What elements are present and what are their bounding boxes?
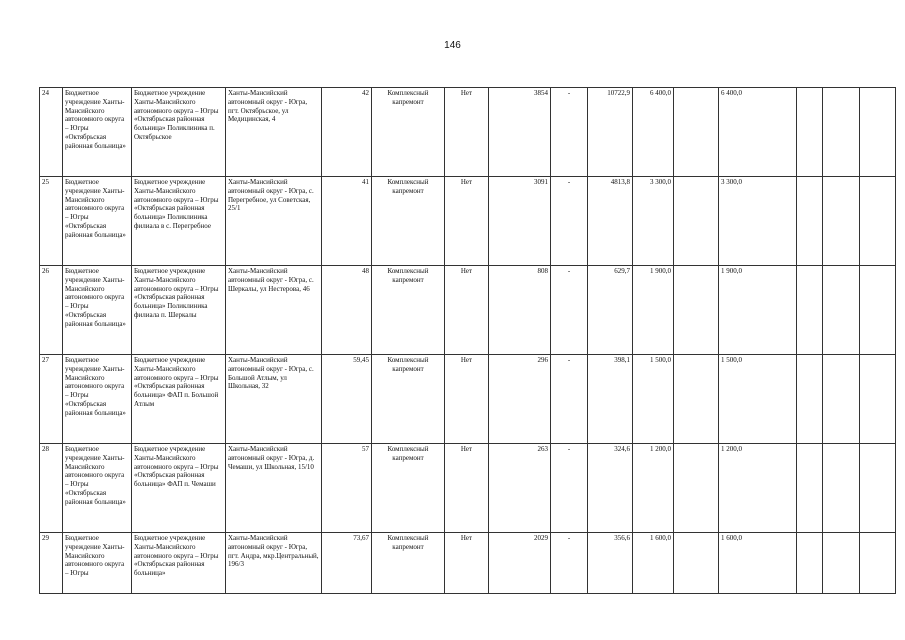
object-name-text: Бюджетное учреждение Ханты-Мансийского автономного округа – Югры «Октябрьская районная больница» Поликлиника филиала п. Шеркалы — [134, 267, 219, 319]
dash-cell-text: - — [567, 89, 571, 97]
heritage-flag-text: Нет — [460, 356, 473, 364]
estimated-cost-text: 356,6 — [614, 534, 630, 542]
object-address-text: Ханты-Мансийский автономный округ - Югра, с. Большой Атлым, ул Школьная, 32 — [228, 356, 314, 391]
empty-cell — [823, 88, 860, 177]
funding-year-total — [719, 177, 797, 266]
dash-cell — [551, 266, 588, 355]
heritage-flag-text: Нет — [460, 445, 473, 453]
funding-total-text: 3 300,0 — [650, 178, 671, 186]
object-name — [132, 88, 226, 177]
object-name — [132, 444, 226, 533]
funding-year-total — [719, 444, 797, 533]
heritage-flag — [445, 88, 489, 177]
institution-name — [63, 266, 132, 355]
funding-year-total-text: 6 400,0 — [721, 89, 742, 97]
work-type-text: Комплексный капремонт — [387, 267, 429, 284]
row-number-text: 26 — [42, 267, 49, 275]
work-type-text: Комплексный капремонт — [387, 178, 429, 195]
work-type — [372, 266, 445, 355]
work-type — [372, 533, 445, 594]
wear-percent — [322, 355, 372, 444]
empty-cell — [674, 355, 719, 444]
funding-year-total-text: 1 600,0 — [721, 534, 742, 542]
object-address-text: Ханты-Мансийский автономный округ - Югра, с. Перегребное, ул Советская, 25/1 — [228, 178, 314, 213]
funding-year-total-text: 1 900,0 — [721, 267, 742, 275]
object-address — [226, 444, 322, 533]
empty-cell — [860, 533, 896, 594]
empty-cell — [823, 355, 860, 444]
empty-cell — [823, 177, 860, 266]
dash-cell-text: - — [567, 267, 571, 275]
row-number-text: 29 — [42, 534, 49, 542]
empty-cell — [797, 444, 823, 533]
funding-total — [633, 444, 674, 533]
object-name — [132, 533, 226, 594]
empty-cell — [674, 533, 719, 594]
area-value — [489, 444, 551, 533]
table-row — [40, 355, 896, 444]
work-type-text: Комплексный капремонт — [387, 356, 429, 373]
row-number — [40, 355, 63, 444]
dash-cell-text: - — [567, 356, 571, 364]
institution-name-text: Бюджетное учреждение Ханты-Мансийского автономного округа – Югры «Октябрьская районная больница» — [65, 178, 126, 239]
estimated-cost-text: 629,7 — [614, 267, 630, 275]
object-name — [132, 177, 226, 266]
estimated-cost — [588, 444, 633, 533]
work-type — [372, 355, 445, 444]
area-value — [489, 177, 551, 266]
institution-name — [63, 177, 132, 266]
dash-cell — [551, 355, 588, 444]
funding-year-total — [719, 355, 797, 444]
funding-total — [633, 533, 674, 594]
area-value-text: 296 — [537, 356, 548, 364]
table-row — [40, 266, 896, 355]
table-row — [40, 444, 896, 533]
empty-cell — [797, 88, 823, 177]
object-address-text: Ханты-Мансийский автономный округ - Югра, пгт. Андра, мкр.Центральный, 196/3 — [228, 534, 319, 569]
institution-name — [63, 444, 132, 533]
row-number-text: 28 — [42, 445, 49, 453]
empty-cell — [860, 355, 896, 444]
estimated-cost — [588, 177, 633, 266]
empty-cell — [797, 355, 823, 444]
institution-name — [63, 88, 132, 177]
object-address — [226, 355, 322, 444]
area-value-text: 263 — [537, 445, 548, 453]
work-type-text: Комплексный капремонт — [387, 445, 429, 462]
object-name-text: Бюджетное учреждение Ханты-Мансийского автономного округа – Югры «Октябрьская районная больница» — [134, 534, 219, 578]
funding-total-text: 1 200,0 — [650, 445, 671, 453]
funding-year-total — [719, 266, 797, 355]
work-type-text: Комплексный капремонт — [387, 89, 429, 106]
table-row — [40, 177, 896, 266]
heritage-flag — [445, 444, 489, 533]
dash-cell-text: - — [567, 178, 571, 186]
wear-percent-text: 57 — [362, 445, 369, 453]
object-address-text: Ханты-Мансийский автономный округ - Югра, д. Чемаши, ул Школьная, 15/10 — [228, 445, 315, 471]
institution-name — [63, 355, 132, 444]
heritage-flag-text: Нет — [460, 89, 473, 97]
table-row — [40, 533, 896, 594]
row-number — [40, 444, 63, 533]
dash-cell-text: - — [567, 534, 571, 542]
row-number — [40, 88, 63, 177]
wear-percent — [322, 88, 372, 177]
funding-total-text: 1 900,0 — [650, 267, 671, 275]
heritage-flag — [445, 266, 489, 355]
heritage-flag — [445, 355, 489, 444]
area-value — [489, 88, 551, 177]
funding-year-total — [719, 533, 797, 594]
work-type — [372, 88, 445, 177]
wear-percent — [322, 177, 372, 266]
area-value — [489, 355, 551, 444]
object-name-text: Бюджетное учреждение Ханты-Мансийского автономного округа – Югры «Октябрьская районная больница» Поликлиника филиала в с. Перегребное — [134, 178, 219, 230]
wear-percent-text: 41 — [362, 178, 369, 186]
row-number-text: 25 — [42, 178, 49, 186]
heritage-flag-text: Нет — [460, 267, 473, 275]
row-number — [40, 177, 63, 266]
empty-cell — [797, 177, 823, 266]
object-address — [226, 533, 322, 594]
dash-cell — [551, 177, 588, 266]
funding-total — [633, 355, 674, 444]
dash-cell — [551, 444, 588, 533]
institution-name-text: Бюджетное учреждение Ханты-Мансийского автономного округа – Югры — [65, 534, 125, 578]
work-type — [372, 444, 445, 533]
institution-name — [63, 533, 132, 594]
empty-cell — [674, 177, 719, 266]
empty-cell — [674, 88, 719, 177]
dash-cell — [551, 88, 588, 177]
funding-year-total — [719, 88, 797, 177]
empty-cell — [823, 533, 860, 594]
object-name-text: Бюджетное учреждение Ханты-Мансийского автономного округа – Югры «Октябрьская районная больница» ФАП п. Большой Атлым — [134, 356, 219, 408]
capital-repair-table — [39, 87, 896, 594]
empty-cell — [860, 88, 896, 177]
row-number — [40, 533, 63, 594]
institution-name-text: Бюджетное учреждение Ханты-Мансийского автономного округа – Югры «Октябрьская районная больница» — [65, 89, 126, 150]
empty-cell — [674, 266, 719, 355]
row-number-text: 27 — [42, 356, 49, 364]
object-name — [132, 355, 226, 444]
empty-cell — [860, 444, 896, 533]
dash-cell-text: - — [567, 445, 571, 453]
table-row — [40, 88, 896, 177]
wear-percent — [322, 444, 372, 533]
funding-total — [633, 88, 674, 177]
estimated-cost-text: 10722,9 — [607, 89, 630, 97]
heritage-flag-text: Нет — [460, 178, 473, 186]
empty-cell — [860, 177, 896, 266]
work-type-text: Комплексный капремонт — [387, 534, 429, 551]
empty-cell — [823, 266, 860, 355]
object-address-text: Ханты-Мансийский автономный округ - Югра, с. Шеркалы, ул Нестерова, 46 — [228, 267, 314, 293]
funding-total-text: 1 500,0 — [650, 356, 671, 364]
estimated-cost-text: 398,1 — [614, 356, 630, 364]
wear-percent-text: 59,45 — [353, 356, 369, 364]
estimated-cost-text: 324,6 — [614, 445, 630, 453]
area-value-text: 3091 — [534, 178, 548, 186]
work-type — [372, 177, 445, 266]
institution-name-text: Бюджетное учреждение Ханты-Мансийского автономного округа – Югры «Октябрьская районная больница» — [65, 356, 126, 417]
object-address — [226, 266, 322, 355]
funding-year-total-text: 1 200,0 — [721, 445, 742, 453]
funding-total — [633, 177, 674, 266]
wear-percent — [322, 533, 372, 594]
estimated-cost-text: 4813,8 — [610, 178, 630, 186]
row-number-text: 24 — [42, 89, 49, 97]
object-address — [226, 177, 322, 266]
row-number — [40, 266, 63, 355]
funding-total-text: 1 600,0 — [650, 534, 671, 542]
institution-name-text: Бюджетное учреждение Ханты-Мансийского автономного округа – Югры «Октябрьская районная больница» — [65, 267, 126, 328]
object-name-text: Бюджетное учреждение Ханты-Мансийского автономного округа – Югры «Октябрьская районная больница» Поликлиника п. Октябрьское — [134, 89, 219, 141]
area-value-text: 2029 — [534, 534, 548, 542]
funding-year-total-text: 3 300,0 — [721, 178, 742, 186]
wear-percent-text: 48 — [362, 267, 369, 275]
area-value — [489, 266, 551, 355]
object-name-text: Бюджетное учреждение Ханты-Мансийского автономного округа – Югры «Октябрьская районная больница» ФАП п. Чемаши — [134, 445, 219, 489]
empty-cell — [674, 444, 719, 533]
heritage-flag — [445, 533, 489, 594]
object-address-text: Ханты-Мансийский автономный округ - Югра, пгт. Октябрьское, ул Медицинская, 4 — [228, 89, 308, 124]
funding-year-total-text: 1 500,0 — [721, 356, 742, 364]
funding-total-text: 6 400,0 — [650, 89, 671, 97]
wear-percent — [322, 266, 372, 355]
empty-cell — [797, 533, 823, 594]
area-value — [489, 533, 551, 594]
empty-cell — [823, 444, 860, 533]
heritage-flag — [445, 177, 489, 266]
estimated-cost — [588, 88, 633, 177]
object-name — [132, 266, 226, 355]
area-value-text: 3854 — [534, 89, 548, 97]
funding-total — [633, 266, 674, 355]
institution-name-text: Бюджетное учреждение Ханты-Мансийского автономного округа – Югры «Октябрьская районная больница» — [65, 445, 126, 506]
area-value-text: 808 — [537, 267, 548, 275]
empty-cell — [797, 266, 823, 355]
empty-cell — [860, 266, 896, 355]
object-address — [226, 88, 322, 177]
dash-cell — [551, 533, 588, 594]
estimated-cost — [588, 355, 633, 444]
heritage-flag-text: Нет — [460, 534, 473, 542]
wear-percent-text: 73,67 — [353, 534, 369, 542]
wear-percent-text: 42 — [362, 89, 369, 97]
page-number: 146 — [444, 40, 461, 51]
estimated-cost — [588, 533, 633, 594]
estimated-cost — [588, 266, 633, 355]
